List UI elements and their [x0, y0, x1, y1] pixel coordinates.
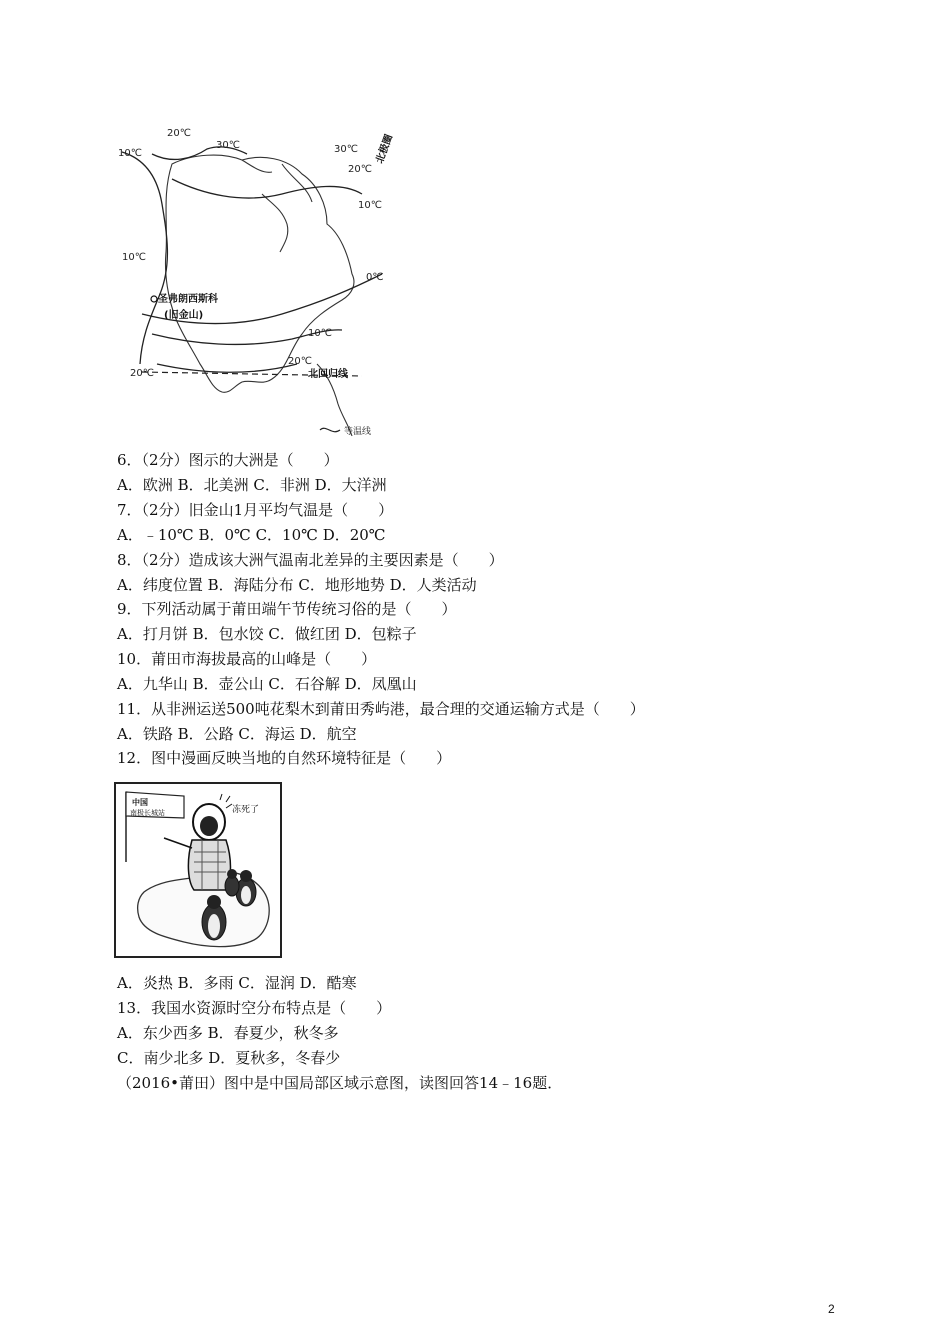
isotherm-label: 30℃ [334, 144, 358, 155]
isotherm-line [157, 364, 297, 372]
isotherm-label: 20℃ [130, 368, 154, 379]
question-10-options: A．九华山 B．壶公山 C．石谷解 D．凤凰山 [117, 675, 417, 693]
san-francisco-label-2: (旧金山) [164, 310, 204, 321]
question-13: 13．我国水资源时空分布特点是（ ） [117, 999, 392, 1017]
question-8-options: A．纬度位置 B．海陆分布 C．地形地势 D．人类活动 [117, 576, 477, 594]
question-11-options: A．铁路 B．公路 C．海运 D．航空 [117, 725, 357, 743]
cartoon-speech: 冻死了 [232, 805, 260, 815]
question-9: 9．下列活动属于莆田端午节传统习俗的是（ ） [117, 600, 457, 618]
isotherm-label: 20℃ [167, 128, 191, 139]
isotherm-label: 30℃ [216, 140, 240, 151]
question-7-options: A．﹣10℃ B．0℃ C．10℃ D．20℃ [117, 526, 386, 544]
question-13-options-1: A．东少西多 B．春夏少，秋冬多 [117, 1024, 339, 1042]
antarctic-cartoon [114, 782, 282, 958]
isotherm-label: 20℃ [288, 356, 312, 367]
intro-questions-14-16: （2016•莆田）图中是中国局部区域示意图，读图回答14﹣16题． [117, 1074, 563, 1092]
isotherm-label: 0℃ [366, 272, 384, 283]
question-11: 11．从非洲运送500吨花梨木到莆田秀屿港，最合理的交通运输方式是（ ） [117, 700, 645, 718]
isotherm-line [172, 179, 362, 198]
question-6-options: A．欧洲 B．北美洲 C．非洲 D．大洋洲 [117, 476, 387, 494]
arctic-circle-label: 北极圈 [374, 133, 396, 166]
isotherm-label: 10℃ [308, 328, 332, 339]
cartoon-sign-line2: 南极长城站 [130, 809, 165, 817]
page-number: 2 [828, 1302, 835, 1316]
isotherm-label: 10℃ [118, 148, 142, 159]
isotherm-label: 10℃ [122, 252, 146, 263]
isotherm-label: 10℃ [358, 200, 382, 211]
question-6: 6．（2分）图示的大洲是（ ） [117, 451, 339, 469]
cartoon-sign-line1: 中国 [132, 798, 148, 807]
isotherm-label: 20℃ [348, 164, 372, 175]
tropic-of-cancer-label: 北回归线 [308, 369, 348, 380]
question-13-options-2: C．南少北多 D．夏秋多，冬春少 [117, 1049, 341, 1067]
north-america-isotherm-map [112, 124, 412, 444]
question-7: 7．（2分）旧金山1月平均气温是（ ） [117, 501, 394, 519]
san-francisco-dot [151, 296, 157, 302]
question-12: 12．图中漫画反映当地的自然环境特征是（ ） [117, 749, 452, 767]
question-10: 10．莆田市海拔最高的山峰是（ ） [117, 650, 377, 668]
question-9-options: A．打月饼 B．包水饺 C．做红团 D．包粽子 [117, 625, 417, 643]
isotherm-legend-symbol [320, 428, 340, 431]
question-12-options: A．炎热 B．多雨 C．湿润 D．酷寒 [117, 974, 357, 992]
isotherm-legend-label: 等温线 [344, 427, 372, 437]
question-8: 8．（2分）造成该大洲气温南北差异的主要因素是（ ） [117, 551, 504, 569]
san-francisco-label: 圣弗朗西斯科 [158, 294, 218, 305]
